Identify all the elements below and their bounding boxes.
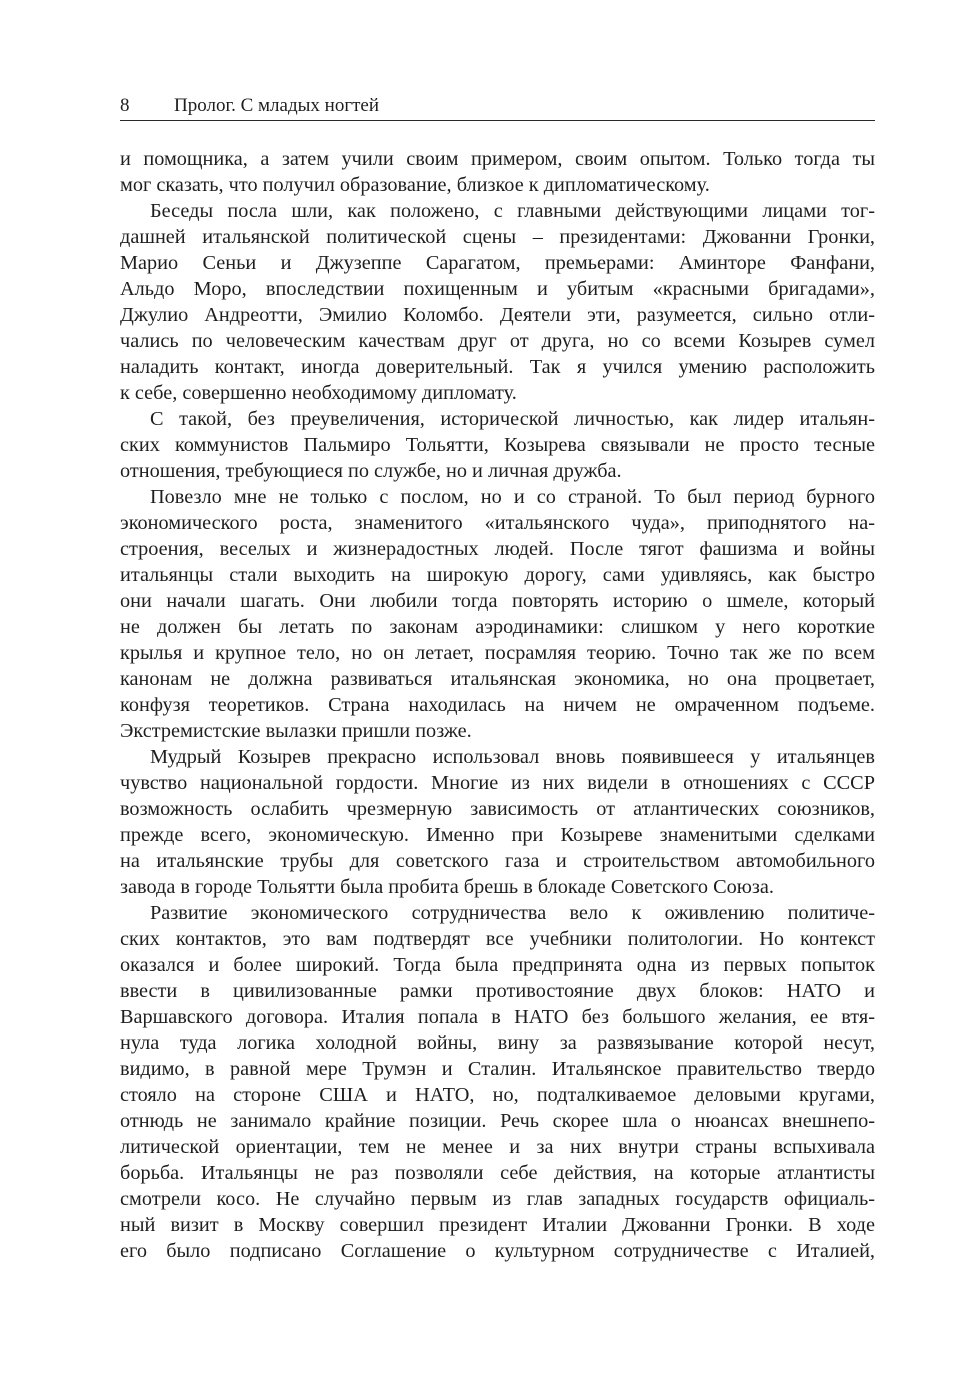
- text-line: видимо, в равной мере Трумэн и Сталин. Итальянское правительство твердо: [120, 1058, 875, 1080]
- text-line: к себе, совершенно необходимому дипломату.: [120, 382, 517, 404]
- running-header: [120, 94, 875, 121]
- text-line: крылья и крупное тело, но он летает, посрамляя теорию. Точно так же по всем: [120, 642, 875, 664]
- text-line: оказался и более широкий. Тогда была предпринята одна из первых попыток: [120, 954, 875, 976]
- text-line: ный визит в Москву совершил президент Италии Джованни Гронки. В ходе: [120, 1214, 875, 1236]
- text-line: дашней итальянской политической сцены – президентами: Джованни Гронки,: [120, 226, 875, 248]
- text-line: Джулио Андреотти, Эмилио Коломбо. Деятели эти, разумеется, сильно отли-: [120, 304, 875, 326]
- text-line: Марио Сеньи и Джузеппе Сарагатом, премьерами: Аминторе Фанфани,: [120, 252, 875, 274]
- text-line: Альдо Моро, впоследствии похищенным и убитым «красными бригадами»,: [120, 278, 875, 300]
- text-line: прежде всего, экономическую. Именно при Козыреве знаменитыми сделками: [120, 824, 875, 846]
- body-text: [120, 146, 875, 1264]
- text-line: ввести в цивилизованные рамки противостояние двух блоков: НАТО и: [120, 980, 875, 1002]
- text-line: борьба. Итальянцы не раз позволяли себе действия, на которые атлантисты: [120, 1162, 875, 1184]
- text-line: Беседы посла шли, как положено, с главными действующими лицами тог-: [150, 200, 875, 222]
- text-line: возможность ослабить чрезмерную зависимость от атлантических союзников,: [120, 798, 875, 820]
- text-line: и помощника, а затем учили своим примером, своим опытом. Только тогда ты: [120, 148, 875, 170]
- text-line: они начали шагать. Они любили тогда повторять историю о шмеле, который: [120, 590, 875, 612]
- page-number: 8: [120, 95, 130, 116]
- running-title: Пролог. С младых ногтей: [174, 95, 380, 116]
- text-line: отнюдь не занимало крайние позиции. Речь скорее шла о нюансах внешнепо-: [120, 1110, 875, 1132]
- text-line: ских коммунистов Пальмиро Тольятти, Козырева связывали не просто тесные: [120, 434, 875, 456]
- text-line: завода в городе Тольятти была пробита брешь в блокаде Советского Союза.: [120, 876, 774, 898]
- text-line: на итальянские трубы для советского газа и строительством автомобильного: [120, 850, 875, 872]
- text-line: экономического роста, знаменитого «итальянского чуда», приподнятого на-: [120, 512, 875, 534]
- text-line: его было подписано Соглашение о культурном сотрудничестве с Италией,: [120, 1240, 875, 1262]
- text-line: стояло на стороне США и НАТО, но, подталкиваемое деловыми кругами,: [120, 1084, 875, 1106]
- text-line: канонам не должна развиваться итальянская экономика, но она процветает,: [120, 668, 875, 690]
- text-line: Развитие экономического сотрудничества вело к оживлению политиче-: [150, 902, 875, 924]
- text-line: чались по человеческим качествам друг от друга, но со всеми Козырев сумел: [120, 330, 875, 352]
- text-line: итальянцы стали выходить на широкую дорогу, сами удивляясь, как быстро: [120, 564, 875, 586]
- text-line: С такой, без преувеличения, исторической личностью, как лидер итальян-: [150, 408, 875, 430]
- text-line: отношения, требующиеся по службе, но и личная дружба.: [120, 460, 622, 482]
- text-line: мог сказать, что получил образование, близкое к дипломатическому.: [120, 174, 710, 196]
- text-line: Варшавского договора. Италия попала в НАТО без большого желания, ее втя-: [120, 1006, 875, 1028]
- text-line: Повезло мне не только с послом, но и со страной. То был период бурного: [150, 486, 875, 508]
- text-line: смотрели косо. Не случайно первым из глав западных государств официаль-: [120, 1188, 875, 1210]
- text-line: не должен бы летать по законам аэродинамики: слишком у него короткие: [120, 616, 875, 638]
- text-line: Экстремистские вылазки пришли позже.: [120, 720, 472, 742]
- text-line: наладить контакт, иногда доверительный. Так я учился умению расположить: [120, 356, 875, 378]
- text-line: нула туда логика холодной войны, вину за развязывание которой несут,: [120, 1032, 875, 1054]
- text-line: строения, веселых и жизнерадостных людей. После тягот фашизма и войны: [120, 538, 875, 560]
- text-line: литической ориентации, тем не менее и за них внутри страны вспыхивала: [120, 1136, 875, 1158]
- text-line: чувство национальной гордости. Многие из них видели в отношениях с СССР: [120, 772, 875, 794]
- text-line: ских контактов, это вам подтвердят все учебники политологии. Но контекст: [120, 928, 875, 950]
- text-line: конфузя теоретиков. Страна находилась на ничем не омраченном подъеме.: [120, 694, 875, 716]
- text-line: Мудрый Козырев прекрасно использовал вновь появившееся у итальянцев: [150, 746, 875, 768]
